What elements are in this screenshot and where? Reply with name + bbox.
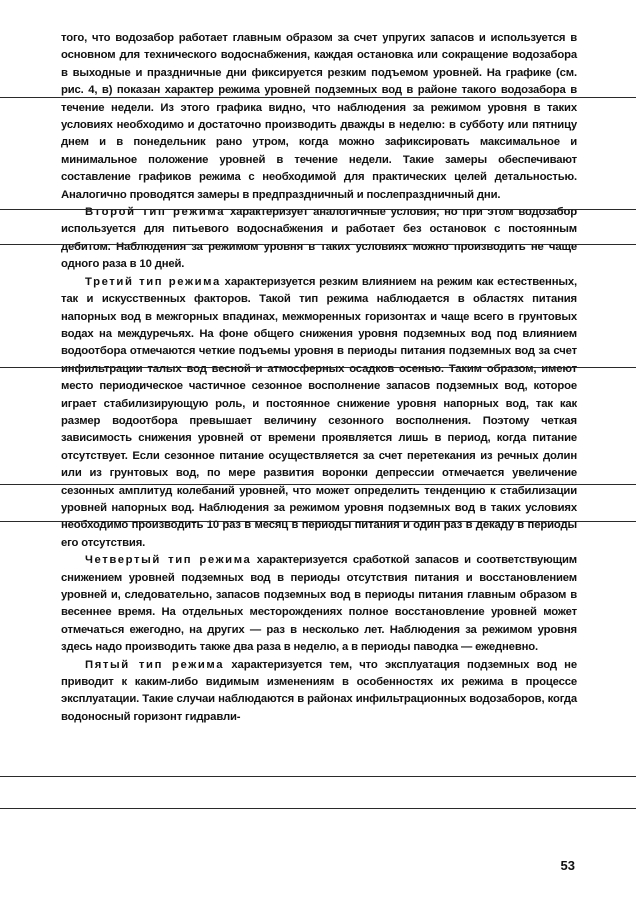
paragraph-1 [61,30,577,204]
scan-line [0,97,636,98]
scan-line [0,808,636,809]
regime-type-4-term: Четвертый тип режима [85,554,252,567]
scan-line [0,367,636,368]
page-body [61,30,577,726]
scan-line [0,484,636,485]
paragraph-5-text: характеризуется тем, что эксплуатация подземных вод не приводит к каким-либо видимым изменениям в особенностях их режима в процессе эксплуатации. Такие случаи наблюдаются в районах инфильтрационных водозаборов, когда водоносный горизонт гидравли- [61,658,577,723]
paragraph-4 [61,552,577,656]
scan-line [0,776,636,777]
paragraph-3 [61,274,577,553]
page-number: 53 [560,858,575,873]
paragraph-2 [61,204,577,274]
paragraph-3-text: характеризуется резким влиянием на режим как естественных, так и искусственных факторов. Такой тип режима наблюдается в областях питания напорных вод в межгорных впадинах, межморенных горизонтах и чаще всего в грунтовых водах на междуречьях. На фоне общего снижения уровня подземных вод под влиянием водоотбора отмечаются четкие подъемы уровня в периоды питания подземных вод за счет инфильтрации талых вод весной и атмосферных осадков осенью. Таким образом, имеют место периодическое частичное сезонное восполнение запасов подземных вод, которое играет стабилизирующую роль, и постоянное снижение уровня напорных вод, так как размер водоотбора превышает величину сезонного восполнения. Поэтому четкая зависимость снижения уровней от времени проявляется лишь в период, когда питание отсутствует. Если сезонное питание осуществляется за счет перетекания из речных долин или из грунтовых вод, по мере развития воронки депрессии отмечается увеличение сезонных амплитуд колебаний уровней, что может определить тенденцию к стабилизации уровней напорных вод. Наблюдения за режимом уровня подземных вод в таких условиях необходимо производить 10 раз в месяц в периоды питания и один раз в декаду в периоды его отсутствия. [61,275,577,549]
paragraph-4-text: характеризуется сработкой запасов и соответствующим снижением уровней подземных вод в периоды отсутствия питания и восстановлением уровней и, следовательно, запасов подземных вод в периоды питания главным образом в весеннее время. На отдельных месторождениях полное восстановление уровней может отмечаться ежегодно, на других — раз в несколько лет. Наблюдения за режимом уровня здесь надо производить также два раза в неделю, а в периоды паводка — ежедневно. [61,554,577,654]
scan-line [0,244,636,245]
regime-type-5-term: Пятый тип режима [85,658,225,671]
paragraph-5 [61,657,577,727]
paragraph-1-text: того, что водозабор работает главным образом за счет упругих запасов и используется в основном для технического водоснабжения, каждая остановка или сокращение водозабора в выходные и праздничные дни фиксируется резким подъемом уровней. На графике (см. рис. 4, в) показан характер режима уровней подземных вод в районе такого водозабора в течение недели. Из этого графика видно, что наблюдения за режимом уровня в таких условиях необходимо и достаточно производить дважды в неделю: в субботу или пятницу днем и в понедельник рано утром, когда можно зафиксировать максимальное и минимальное положение уровней в течение недели. Такие замеры обеспечивают составление графиков режима с необходимой для практических целей детальностью. Аналогично проводятся замеры в предпраздничный и послепраздничный дни. [61,32,577,201]
scan-line [0,209,636,210]
scan-line [0,521,636,522]
regime-type-3-term: Третий тип режима [85,275,221,288]
regime-type-2-term: Второй тип режима [85,206,226,219]
paragraph-2-text: характеризует аналогичные условия, но при этом водозабор используется для питьевого водоснабжения и работает без остановок с постоянным дебитом. Наблюдения за режимом уровня в таких условиях можно производить не чаще одного раза в 10 дней. [61,206,578,271]
